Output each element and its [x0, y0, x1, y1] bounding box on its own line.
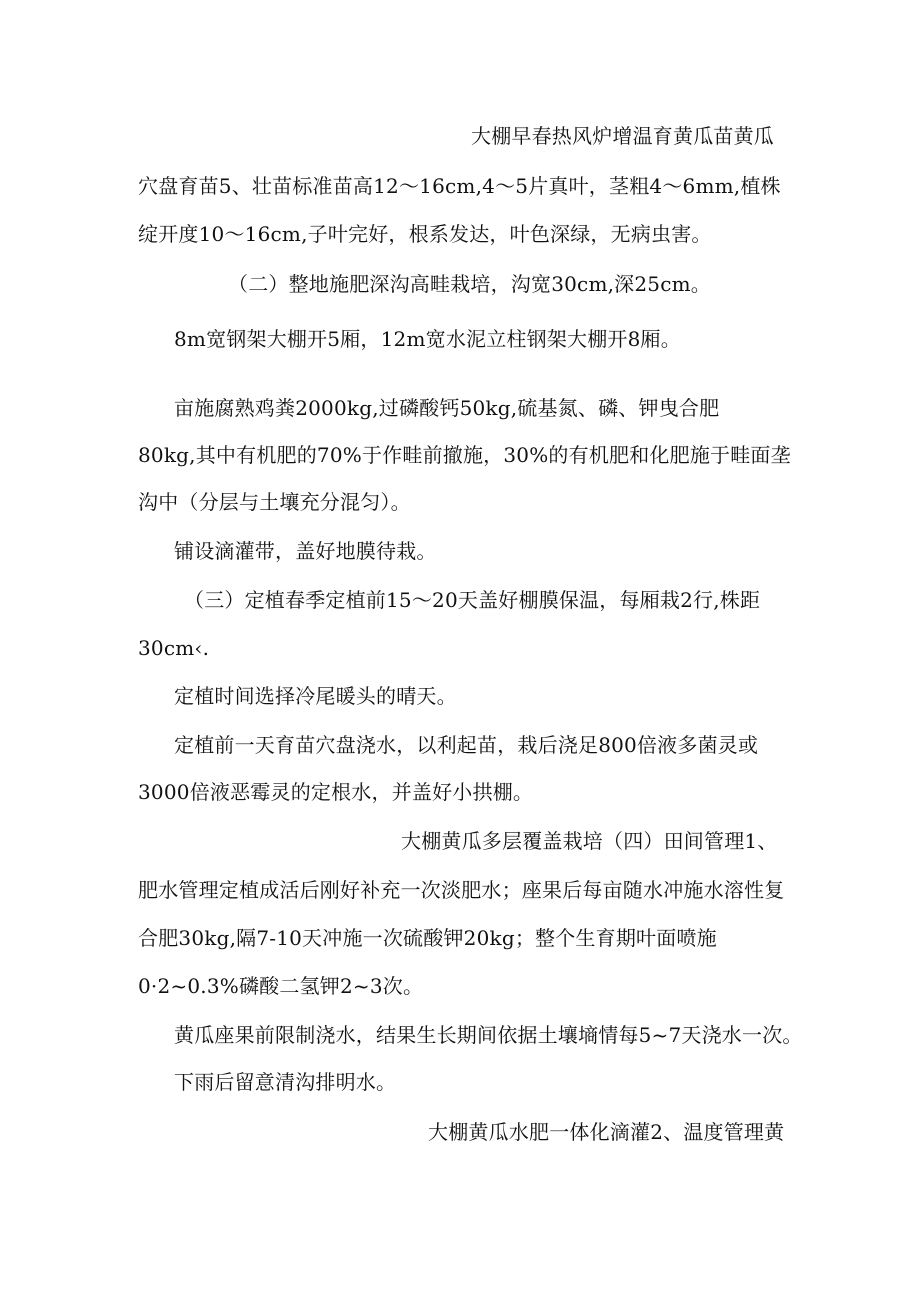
text-line: 绽开度10～16cm,子叶完好，根系发达，叶色深绿，无病虫害。 — [138, 222, 712, 246]
text-line: 沟中（分层与土壤充分混匀）。 — [138, 490, 411, 514]
text-line: 亩施腐熟鸡粪2000kg,过磷酸钙50kg,硫基氮、磷、钾曳合肥 — [174, 396, 720, 420]
text-line: 大棚早春热风炉增温育黄瓜苗黄瓜 — [471, 124, 774, 148]
text-line: 0·2~0.3%磷酸二氢钾2~3次。 — [138, 974, 424, 998]
section-heading: （二）整地施肥深沟高畦栽培，沟宽30cm,深25cm。 — [228, 272, 711, 296]
text-line: 合肥30kg,隔7-10天冲施一次硫酸钾20kg；整个生育期叶面喷施 — [138, 926, 717, 950]
text-line: 下雨后留意清沟排明水。 — [174, 1070, 397, 1094]
text-line: 黄瓜座果前限制浇水，结果生长期间依据土壤墒情每5~7天浇水一次。 — [174, 1023, 803, 1047]
text-line: 定植前一天育苗穴盘浇水，以利起苗，栽后浇足800倍液多菌灵或 — [174, 733, 759, 757]
text-line: 定植时间选择冷尾暖头的晴天。 — [174, 684, 457, 708]
section-heading: 大棚黄瓜水肥一体化滴灌2、温度管理黄 — [428, 1120, 785, 1144]
section-heading: （三）定植春季定植前15～20天盖好棚膜保温，每厢栽2行,株距 — [184, 588, 761, 612]
text-line: 80kg,其中有机肥的70%于作畦前撤施，30%的有机肥和化肥施于畦面垄 — [138, 443, 791, 467]
text-line: 穴盘育苗5、壮苗标准苗高12～16cm,4～5片真叶，茎粗4～6mm,植株 — [138, 174, 781, 198]
text-line: 30cm‹. — [138, 636, 210, 660]
section-heading: 大棚黄瓜多层覆盖栽培（四）田间管理1、 — [401, 829, 778, 853]
text-line: 铺设滴灌带，盖好地膜待栽。 — [174, 539, 437, 563]
text-line: 3000倍液恶霉灵的定根水，并盖好小拱棚。 — [138, 780, 534, 804]
text-line: 肥水管理定植成活后刚好补充一次淡肥水；座果后每亩随水冲施水溶性复 — [138, 878, 785, 902]
text-line: 8m宽钢架大棚开5厢，12m宽水泥立柱钢架大棚开8厢。 — [174, 327, 681, 351]
